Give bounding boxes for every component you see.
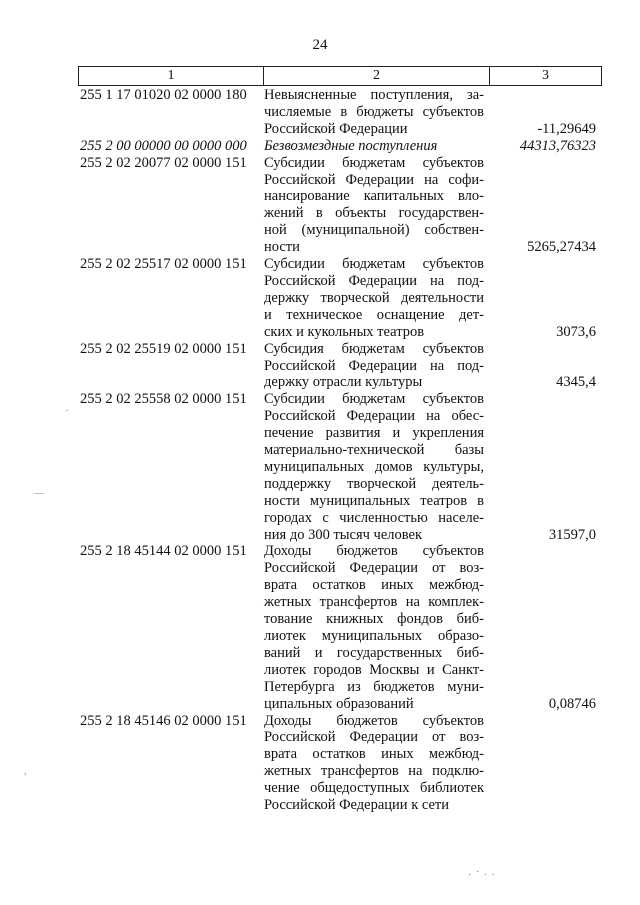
revenue-name [264,256,484,341]
revenue-name-line: Российской Федерации на софи- [264,171,484,188]
revenue-name-line: ной (муниципальной) собствен- [264,222,484,239]
scan-speck: — [34,488,44,499]
table-header [78,66,602,86]
scan-speck: · ˙ · · [468,870,496,881]
budget-code: 255 2 00 00000 00 0000 000 [80,137,247,154]
revenue-name-line: ности муниципальных театров в [264,492,484,509]
header-col-2: 2 [264,67,490,85]
table-row [78,391,602,543]
revenue-name-line: жений в объекты государствен- [264,205,484,222]
revenue-name [264,138,484,155]
budget-code: 255 2 02 25519 02 0000 151 [80,340,247,357]
revenue-name-line: тование книжных фондов биб- [264,611,484,628]
revenue-name-line: держку отрасли культуры [264,374,423,391]
revenue-name [264,87,484,138]
table-row [78,341,602,392]
revenue-name-line: Российской Федерации к сети [264,797,450,814]
revenue-name-line: Субсидия бюджетам субъектов [264,340,484,357]
revenue-name-line: печение развития и укрепления [264,425,484,442]
revenue-name-line: Доходы бюджетов субъектов [264,712,484,729]
header-col-1: 1 [79,67,264,85]
revenue-name [264,713,484,814]
amount: 5265,27434 [527,239,596,256]
revenue-name-line: ципальных образований [264,695,414,712]
table-row [78,138,602,155]
revenue-name-line: чение общедоступных библиотек [264,780,484,797]
revenue-name [264,543,484,712]
table-row [78,543,602,712]
revenue-table [78,66,602,814]
revenue-name-line: жетных трансфертов на подклю- [264,763,484,780]
revenue-name-line: Российской Федерации на под- [264,272,484,289]
amount: 0,08746 [548,695,596,712]
scan-speck: . [66,403,69,414]
table-row [78,155,602,256]
amount: 4345,4 [556,374,596,391]
amount: 3073,6 [556,323,596,340]
budget-code: 255 2 02 25558 02 0000 151 [80,391,247,408]
budget-code: 255 2 02 25517 02 0000 151 [80,256,247,273]
revenue-name-line: Субсидии бюджетам субъектов [264,154,484,171]
revenue-name-line: Невыясненные поступления, за- [264,87,484,103]
table-row [78,713,602,814]
budget-code: 255 2 18 45146 02 0000 151 [80,712,247,729]
revenue-name-line: Петербурга из бюджетов муни- [264,678,484,695]
revenue-name-line: Российской Федерации на обес- [264,408,484,425]
revenue-name-line: нансирование капитальных вло- [264,188,484,205]
amount: 31597,0 [548,526,596,543]
revenue-name-line: Безвозмездные поступления [264,137,438,154]
table-row [78,87,602,138]
amount [484,713,602,814]
revenue-name-line: держку творческой деятельности [264,289,484,306]
revenue-name-line: ности [264,239,300,256]
revenue-name-line: Российской Федерации от воз- [264,729,484,746]
revenue-name-line: жетных трансфертов на комплек- [264,594,484,611]
revenue-name-line: врата остатков иных межбюд- [264,746,484,763]
revenue-name-line: Доходы бюджетов субъектов [264,543,484,560]
revenue-name-line: Российской Федерации на под- [264,357,484,374]
revenue-name-line: Российской Федерации [264,120,408,137]
revenue-name-line: и техническое оснащение дет- [264,306,484,323]
revenue-name-line: Российской Федерации от воз- [264,560,484,577]
revenue-name-line: поддержку творческой деятель- [264,475,484,492]
revenue-name-line: городах с численностью населе- [264,509,484,526]
amount: 44313,76323 [519,137,596,154]
revenue-name-line: ваний и государственных биб- [264,644,484,661]
revenue-name-line: ния до 300 тысяч человек [264,526,422,543]
revenue-name-line: Субсидии бюджетам субъектов [264,256,484,273]
revenue-name-line: лиотек муниципальных образо- [264,628,484,644]
revenue-name-line: материально-технической базы [264,442,484,459]
budget-code: 255 2 02 20077 02 0000 151 [80,154,247,171]
revenue-name [264,341,484,392]
revenue-name [264,155,484,256]
budget-code: 255 2 18 45144 02 0000 151 [80,543,247,560]
table-body [78,87,602,814]
budget-code: 255 1 17 01020 02 0000 180 [80,87,247,103]
revenue-name-line: лиотек городов Москвы и Санкт- [264,661,484,678]
scan-speck: , [24,766,27,777]
revenue-name-line: числяемые в бюджеты субъектов [264,103,484,120]
header-col-3: 3 [542,68,549,83]
revenue-name-line: ских и кукольных театров [264,323,425,340]
revenue-name-line: муниципальных домов культуры, [264,458,484,475]
revenue-name [264,391,484,543]
table-row [78,256,602,341]
revenue-name-line: врата остатков иных межбюд- [264,577,484,594]
page-number: 24 [312,37,328,53]
amount: -11,29649 [537,120,596,137]
revenue-name-line: Субсидии бюджетам субъектов [264,391,484,408]
